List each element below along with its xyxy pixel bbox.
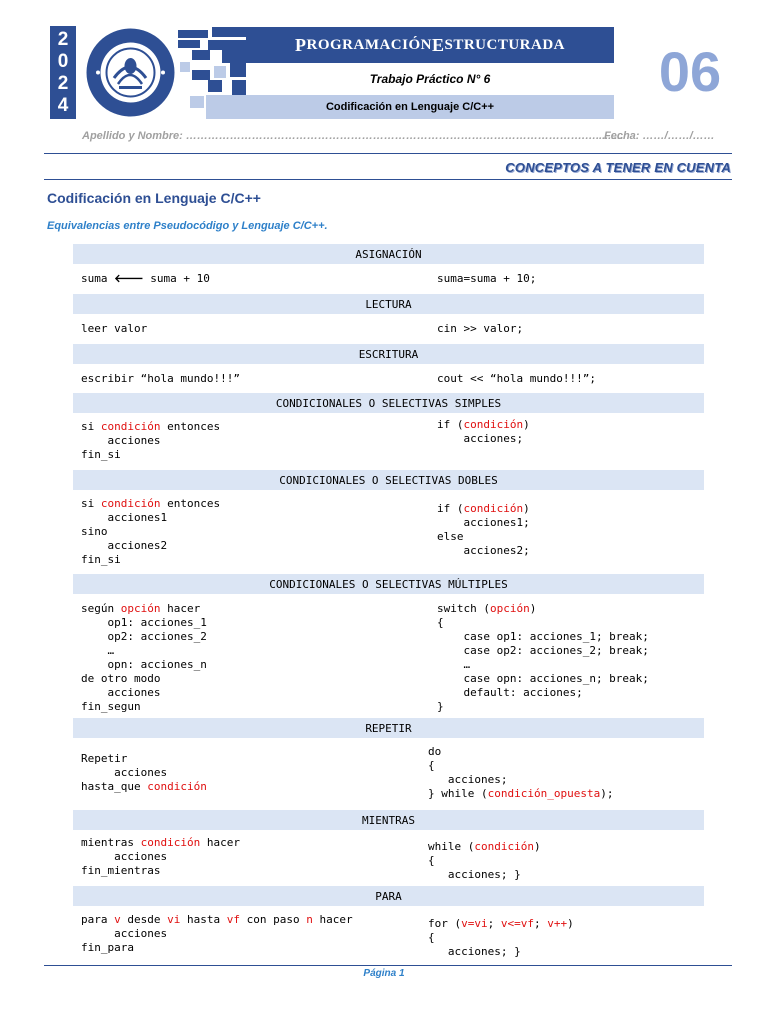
c-repetir	[428, 745, 613, 801]
code-text: suma	[81, 272, 115, 285]
code-text: desde	[120, 913, 168, 926]
code-keyword: opción	[489, 602, 530, 615]
code-keyword: condición	[463, 418, 524, 431]
pixel-block	[180, 62, 190, 72]
code-line: acciones; }	[428, 945, 521, 958]
code-text: suma + 10	[143, 272, 210, 285]
code-keyword: v<=vf	[500, 917, 534, 930]
code-keyword: condición	[474, 840, 534, 853]
code-line: fin_para	[81, 941, 134, 954]
code-line: acciones	[81, 766, 168, 779]
year-digit: 0	[57, 51, 69, 72]
code-text: )	[533, 840, 541, 853]
code-line: acciones2;	[437, 544, 530, 557]
code-text: para	[81, 913, 115, 926]
course-title	[246, 27, 614, 63]
code-line: fin_si	[81, 448, 121, 461]
code-text: hacer	[312, 913, 353, 926]
c-escritura: cout << “hola mundo!!!”;	[437, 372, 596, 385]
code-text: si	[81, 420, 101, 433]
code-line: …	[81, 644, 115, 657]
code-line	[428, 787, 613, 801]
code-text: si	[81, 497, 101, 510]
code-keyword: vf	[226, 913, 240, 926]
code-line: default: acciones;	[437, 686, 583, 699]
year-digit: 2	[57, 29, 69, 50]
code-text: )	[567, 917, 574, 930]
faculty-logo	[84, 26, 177, 119]
assign-arrow-icon: 🡐	[114, 272, 144, 285]
code-keyword: v	[114, 913, 121, 926]
pixel-block	[208, 40, 222, 50]
code-line: acciones	[81, 686, 161, 699]
page-number: Página 1	[363, 968, 405, 979]
code-keyword: n	[306, 913, 313, 926]
section-header-escritura: ESCRITURA	[73, 344, 704, 364]
pseudo-asignacion	[81, 272, 210, 286]
code-keyword: v++	[547, 917, 568, 930]
code-line: acciones1;	[437, 516, 530, 529]
code-text: for (	[428, 917, 462, 930]
code-line: fin_mientras	[81, 864, 161, 877]
code-line: acciones;	[437, 432, 524, 445]
pixel-block	[232, 80, 246, 95]
code-line: case op2: acciones_2; break;	[437, 644, 649, 657]
course-title-rest: ROGRAMACIÓN	[306, 36, 432, 53]
code-text: switch (	[437, 602, 490, 615]
code-line: acciones	[81, 850, 168, 863]
concepts-divider	[44, 179, 732, 180]
code-line: op2: acciones_2	[81, 630, 207, 643]
c-mientras	[428, 840, 541, 882]
code-line: acciones; }	[428, 868, 521, 881]
code-text: hacer	[160, 602, 201, 615]
pixel-block	[230, 63, 246, 77]
code-line	[81, 836, 240, 850]
code-line: case op1: acciones_1; break;	[437, 630, 649, 643]
pseudo-lectura: leer valor	[81, 322, 148, 335]
pseudo-mientras	[81, 836, 240, 878]
code-text: hasta	[180, 913, 227, 926]
code-text: entonces	[160, 420, 221, 433]
code-keyword: condición	[140, 836, 201, 849]
pseudo-simples	[81, 420, 220, 462]
code-line	[81, 913, 353, 927]
pixel-block	[214, 66, 226, 78]
code-text: hacer	[200, 836, 240, 849]
code-line	[437, 602, 649, 616]
concepts-heading: CONCEPTOS A TENER EN CUENTA	[505, 160, 731, 175]
code-text: while (	[428, 840, 475, 853]
code-line: else	[437, 530, 464, 543]
code-line: {	[428, 854, 435, 867]
header-divider	[44, 153, 732, 154]
code-line: op1: acciones_1	[81, 616, 207, 629]
code-keyword: condición	[147, 780, 207, 793]
code-text: if (	[437, 418, 464, 431]
c-dobles	[437, 502, 530, 558]
code-keyword: condición_opuesta	[487, 787, 601, 800]
course-title-cap: P	[294, 34, 307, 55]
pixel-block	[178, 40, 200, 48]
code-text: )	[529, 602, 537, 615]
code-line: acciones	[81, 434, 161, 447]
pixel-block	[192, 70, 210, 80]
pixel-block	[178, 30, 208, 38]
code-line: {	[428, 931, 435, 944]
code-line: …	[437, 658, 471, 671]
code-line: do	[428, 745, 442, 758]
section-title: Codificación en Lenguaje C/C++	[47, 190, 261, 206]
code-line: {	[428, 759, 435, 772]
code-text: )	[523, 418, 530, 431]
code-keyword: vi	[167, 913, 181, 926]
code-line: acciones;	[428, 773, 508, 786]
code-text: según	[81, 602, 121, 615]
code-line	[81, 497, 220, 511]
code-keyword: opción	[120, 602, 161, 615]
code-text: mientras	[81, 836, 141, 849]
section-header-mientras: MIENTRAS	[73, 810, 704, 830]
code-text: entonces	[160, 497, 221, 510]
year-column	[50, 26, 76, 119]
code-text: } while (	[428, 787, 488, 800]
pixel-block	[222, 40, 246, 63]
code-text: con paso	[239, 913, 307, 926]
code-text: hasta_que	[81, 780, 148, 793]
course-title-cap: E	[431, 34, 445, 55]
year-digit: 2	[57, 73, 69, 94]
code-line: opn: acciones_n	[81, 658, 207, 671]
pseudo-escritura: escribir “hola mundo!!!”	[81, 372, 240, 385]
practice-subtitle: Codificación en Lenguaje C/C++	[206, 95, 614, 119]
code-line: acciones	[81, 927, 168, 940]
pseudo-dobles	[81, 497, 220, 567]
code-keyword: v=vi	[461, 917, 488, 930]
pseudo-para	[81, 913, 353, 955]
section-header-lectura: LECTURA	[73, 294, 704, 314]
pixel-block	[208, 80, 222, 92]
section-header-asignacion: ASIGNACIÓN	[73, 244, 704, 264]
code-line	[81, 780, 207, 794]
code-line: Repetir	[81, 752, 128, 765]
section-header-multiples: CONDICIONALES O SELECTIVAS MÚLTIPLES	[73, 574, 704, 594]
code-text: ;	[534, 917, 548, 930]
c-para	[428, 917, 574, 959]
code-keyword: condición	[100, 497, 161, 510]
code-line	[437, 502, 530, 516]
c-simples	[437, 418, 530, 446]
code-text: if (	[437, 502, 464, 515]
subsection-title: Equivalencias entre Pseudocódigo y Lenguaje C/C++.	[47, 220, 328, 232]
code-text: ;	[487, 917, 501, 930]
code-line	[437, 418, 530, 432]
pseudo-multiples	[81, 602, 207, 714]
section-header-para: PARA	[73, 886, 704, 906]
practice-title: Trabajo Práctico N° 6	[246, 63, 614, 95]
code-line: acciones2	[81, 539, 168, 552]
code-line: }	[437, 700, 444, 713]
code-line	[428, 917, 574, 931]
c-lectura: cin >> valor;	[437, 322, 524, 335]
code-line: de otro modo	[81, 672, 161, 685]
pixel-block	[190, 96, 204, 108]
code-keyword: condición	[463, 502, 524, 515]
code-line: fin_segun	[81, 700, 141, 713]
logo-seal-icon	[84, 26, 177, 119]
course-title-rest: STRUCTURADA	[444, 36, 566, 53]
section-header-repetir: REPETIR	[73, 718, 704, 738]
code-text: );	[600, 787, 614, 800]
practice-number: 06	[658, 40, 722, 103]
code-line	[428, 840, 541, 854]
name-field-label: Apellido y Nombre: ……………………………………………………………………………………………….….........	[82, 130, 624, 142]
c-asignacion: suma=suma + 10;	[437, 272, 537, 285]
code-line: sino	[81, 525, 108, 538]
code-line: fin_si	[81, 553, 121, 566]
year-digit: 4	[57, 95, 69, 116]
code-line: {	[437, 616, 444, 629]
section-header-simples: CONDICIONALES O SELECTIVAS SIMPLES	[73, 393, 704, 413]
pseudo-repetir	[81, 752, 207, 794]
code-text: )	[523, 502, 530, 515]
code-line	[81, 602, 207, 616]
code-keyword: condición	[100, 420, 161, 433]
pixel-block	[212, 27, 246, 37]
section-header-dobles: CONDICIONALES O SELECTIVAS DOBLES	[73, 470, 704, 490]
code-line: case opn: acciones_n; break;	[437, 672, 649, 685]
code-line	[81, 420, 220, 434]
date-field-label: Fecha: ……/……/……	[604, 130, 715, 142]
footer-divider	[44, 965, 732, 966]
pixel-block	[192, 50, 210, 60]
code-line: acciones1	[81, 511, 168, 524]
c-multiples	[437, 602, 649, 714]
